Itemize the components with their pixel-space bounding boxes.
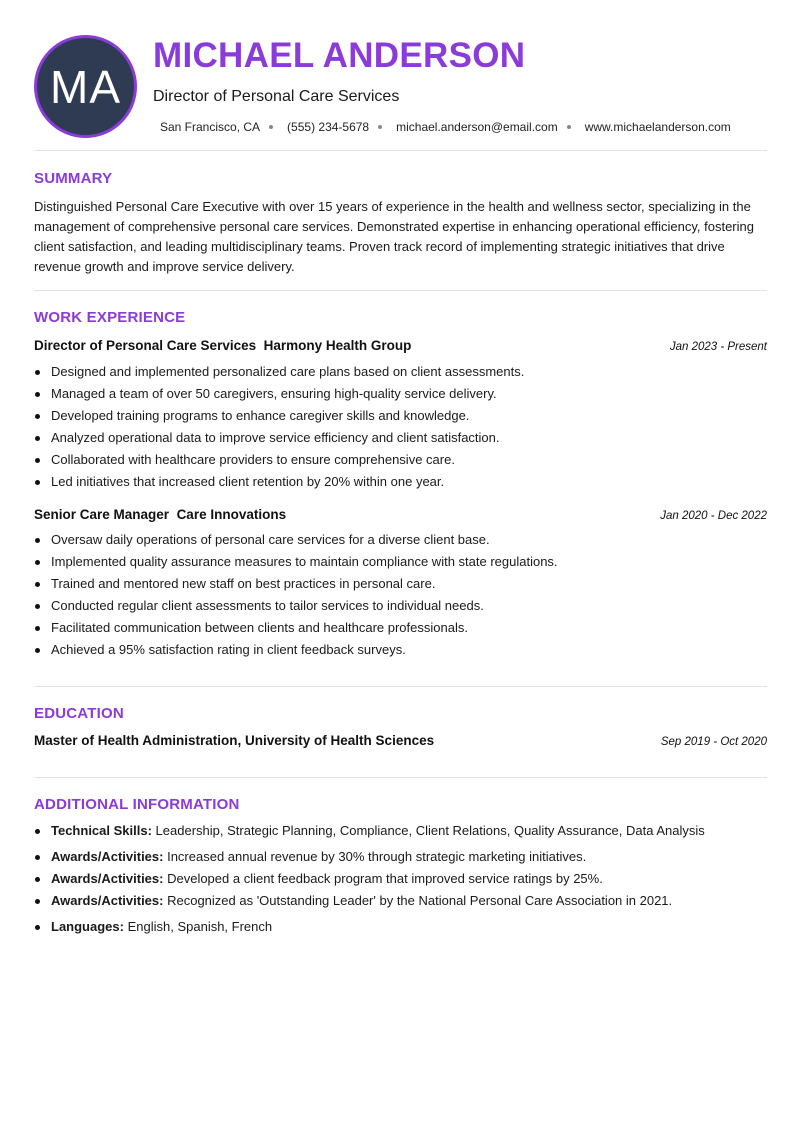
- contact-bar: [160, 120, 731, 134]
- job-header: [34, 507, 767, 522]
- list-item: Collaborated with healthcare providers to ensure comprehensive care.: [51, 449, 524, 471]
- list-item: Led initiatives that increased client retention by 20% within one year.: [51, 471, 524, 493]
- list-item: [51, 917, 705, 939]
- list-item: Facilitated communication between clients and healthcare professionals.: [51, 617, 558, 639]
- divider: [34, 777, 767, 778]
- item-label: Awards/Activities:: [51, 849, 164, 864]
- avatar: [34, 35, 137, 138]
- additional-list: [51, 821, 705, 939]
- item-text: Recognized as 'Outstanding Leader' by the National Personal Care Association in 2021.: [167, 893, 673, 908]
- education-heading: EDUCATION: [34, 705, 124, 722]
- job-title-line: [34, 507, 286, 522]
- list-item: [51, 869, 705, 891]
- item-text: Increased annual revenue by 30% through strategic marketing initiatives.: [167, 849, 587, 864]
- job-bullets: [51, 529, 558, 661]
- job-title: Senior Care Manager: [34, 507, 170, 522]
- list-item: Achieved a 95% satisfaction rating in client feedback surveys.: [51, 639, 558, 661]
- contact-website[interactable]: www.michaelanderson.com: [584, 120, 731, 134]
- list-item: Developed training programs to enhance caregiver skills and knowledge.: [51, 405, 524, 427]
- list-item: Designed and implemented personalized care plans based on client assessments.: [51, 361, 524, 383]
- job-header: [34, 338, 767, 353]
- list-item: Analyzed operational data to improve service efficiency and client satisfaction.: [51, 427, 524, 449]
- additional-heading: ADDITIONAL INFORMATION: [34, 796, 240, 813]
- job-dates: Jan 2023 - Present: [669, 341, 767, 353]
- job-title-line: [34, 338, 411, 353]
- contact-email[interactable]: michael.anderson@email.com: [396, 120, 558, 134]
- contact-location: San Francisco, CA: [160, 120, 261, 134]
- list-item: [51, 847, 705, 869]
- item-text: Leadership, Strategic Planning, Compliance, Client Relations, Quality Assurance, Data Analysis: [155, 823, 705, 838]
- candidate-name: MICHAEL ANDERSON: [153, 36, 526, 75]
- divider: [34, 290, 767, 291]
- item-text: Developed a client feedback program that improved service ratings by 25%.: [167, 871, 603, 886]
- candidate-title: Director of Personal Care Services: [153, 88, 400, 105]
- item-label: Languages:: [51, 919, 124, 934]
- education-degree: Master of Health Administration, University of Health Sciences: [34, 733, 435, 748]
- contact-phone: (555) 234-5678: [287, 120, 370, 134]
- list-item: Implemented quality assurance measures to maintain compliance with state regulations.: [51, 551, 558, 573]
- separator-dot: [378, 125, 382, 129]
- list-item: [51, 891, 705, 913]
- item-label: Awards/Activities:: [51, 871, 164, 886]
- job-title: Director of Personal Care Services: [34, 338, 257, 353]
- item-label: Awards/Activities:: [51, 893, 164, 908]
- summary-heading: SUMMARY: [34, 170, 113, 187]
- separator-dot: [567, 125, 571, 129]
- list-item: Conducted regular client assessments to tailor services to individual needs.: [51, 595, 558, 617]
- divider: [34, 150, 767, 151]
- list-item: Managed a team of over 50 caregivers, ensuring high-quality service delivery.: [51, 383, 524, 405]
- summary-text: Distinguished Personal Care Executive with over 15 years of experience in the health and wellness sector, specializing in the management of comprehensive personal care services. Demonstrated expertise in enhancing operational efficiency, fostering client satisfaction, and leading multidisciplinary teams. Proven track record of implementing strategic initiatives that drive revenue growth and improve service delivery.: [34, 199, 754, 274]
- job-dates: Jan 2020 - Dec 2022: [660, 510, 767, 522]
- experience-heading: WORK EXPERIENCE: [34, 309, 186, 326]
- job-bullets: [51, 361, 524, 493]
- item-label: Technical Skills:: [51, 823, 152, 838]
- list-item: Trained and mentored new staff on best practices in personal care.: [51, 573, 558, 595]
- job-company: Harmony Health Group: [263, 338, 412, 353]
- separator-dot: [269, 125, 273, 129]
- education-dates: Sep 2019 - Oct 2020: [660, 736, 767, 748]
- item-text: English, Spanish, French: [127, 919, 273, 934]
- education-entry: [34, 733, 767, 748]
- avatar-initials: MA: [50, 60, 121, 113]
- list-item: Oversaw daily operations of personal care services for a diverse client base.: [51, 529, 558, 551]
- divider: [34, 686, 767, 687]
- job-company: Care Innovations: [176, 507, 287, 522]
- list-item: [51, 821, 705, 843]
